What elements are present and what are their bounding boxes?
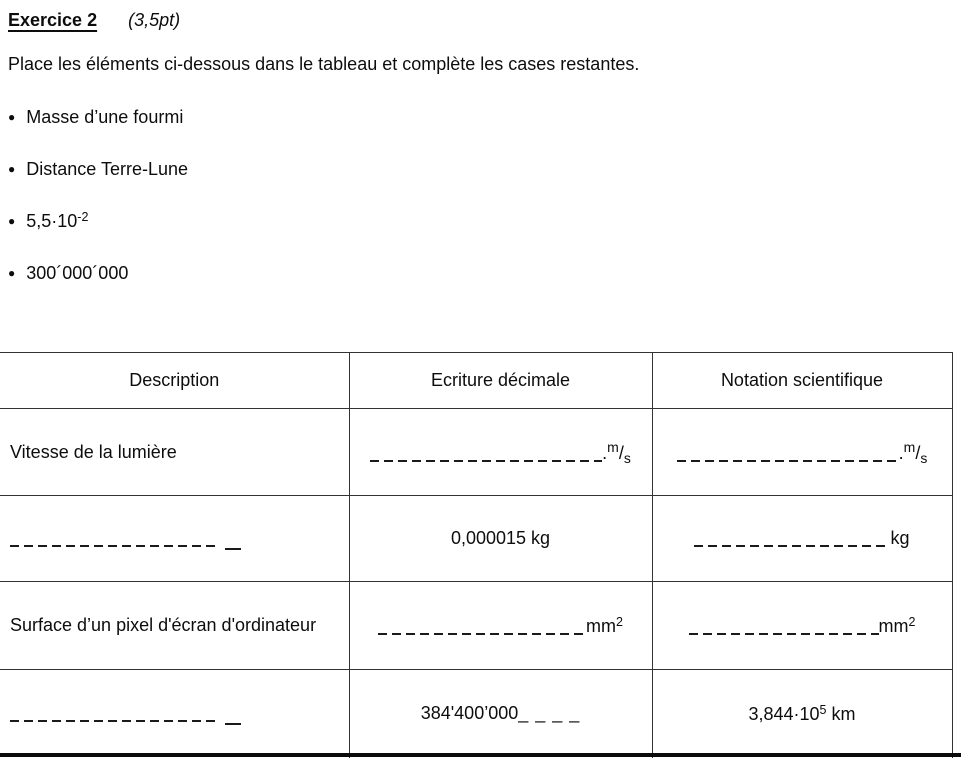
unit-exponent: 2	[616, 614, 623, 629]
header-ecriture-decimale: Ecriture décimale	[349, 353, 652, 409]
table-row-vitesse-lumiere	[0, 409, 952, 496]
description-text: Vitesse de la lumière	[10, 441, 177, 462]
bullet-item-decimal-value	[8, 256, 128, 286]
unit-slash: /	[618, 442, 624, 463]
fill-in-blank-line	[370, 460, 602, 462]
cell-notation-scientifique	[652, 582, 952, 670]
cell-description	[0, 409, 349, 496]
scientific-value-exponent: 5	[819, 702, 827, 717]
table-row-distance	[0, 670, 952, 758]
fill-in-blank-underscores: _ _ _ _	[518, 703, 581, 724]
bullet-text: Distance Terre-Lune	[26, 159, 189, 179]
cell-ecriture-decimale	[349, 670, 652, 758]
cell-notation-scientifique	[652, 496, 952, 582]
header-notation-scientifique: Notation scientifique	[652, 353, 952, 409]
unit-denominator: s	[623, 449, 631, 466]
unit-numerator: m	[903, 438, 916, 455]
cell-notation-scientifique	[652, 409, 952, 496]
exercise-header	[8, 7, 180, 33]
bullet-text: Masse d’une fourmi	[26, 107, 184, 127]
decimal-value: 384'400’000	[420, 703, 519, 724]
fill-in-blank-line	[677, 460, 899, 462]
scientific-value-unit: km	[826, 703, 856, 724]
bullet-icon: ●	[8, 214, 16, 228]
conversion-table	[0, 352, 953, 758]
header-description: Description	[0, 353, 349, 409]
cell-ecriture-decimale	[349, 496, 652, 582]
unit-slash: /	[915, 442, 921, 463]
fill-in-blank-line	[378, 633, 586, 635]
cell-description	[0, 670, 349, 758]
fill-in-blank-tail	[225, 548, 241, 550]
cell-ecriture-decimale	[349, 582, 652, 670]
fill-in-blank-line	[689, 633, 879, 635]
unit-numerator: m	[607, 438, 619, 455]
unit-label: mm	[586, 615, 617, 636]
cell-description	[0, 496, 349, 582]
bullet-item-distance-terre-lune	[8, 152, 188, 182]
unit-denominator: s	[920, 449, 928, 466]
page-bottom-rule	[0, 753, 961, 757]
instructions-text: Place les éléments ci-dessous dans le tableau et complète les cases restantes.	[8, 54, 640, 74]
bullet-item-notation-value	[8, 204, 88, 234]
unit-label: mm	[878, 615, 909, 636]
exercise-points: (3,5pt)	[128, 10, 181, 30]
table-row-masse	[0, 496, 952, 582]
bullet-text: 5,5·10	[26, 211, 78, 231]
bullet-icon: ●	[8, 110, 16, 124]
unit-label: kg	[890, 528, 910, 548]
exercise-title: Exercice 2	[8, 10, 98, 30]
table-row-surface-pixel	[0, 582, 952, 670]
fill-in-blank-line	[694, 545, 890, 547]
scientific-value-base: 3,844·10	[748, 703, 820, 724]
bullet-item-masse-fourmi	[8, 100, 183, 130]
cell-description	[0, 582, 349, 670]
bullet-icon: ●	[8, 162, 16, 176]
unit-dot: .	[602, 442, 608, 463]
bullet-exponent: -2	[77, 210, 89, 224]
cell-notation-scientifique	[652, 670, 952, 758]
table-header-row	[0, 353, 952, 409]
bullet-text: 300´000´000	[26, 263, 129, 283]
description-text: Surface d’un pixel d'écran d'ordinateur	[10, 615, 317, 635]
fill-in-blank-tail	[225, 723, 241, 725]
unit-exponent: 2	[908, 614, 916, 629]
decimal-value: 0,000015 kg	[450, 528, 551, 548]
bullet-icon: ●	[8, 266, 16, 280]
unit-dot: .	[898, 442, 904, 463]
fill-in-blank-line	[10, 545, 220, 547]
fill-in-blank-line	[10, 720, 220, 722]
cell-ecriture-decimale	[349, 409, 652, 496]
